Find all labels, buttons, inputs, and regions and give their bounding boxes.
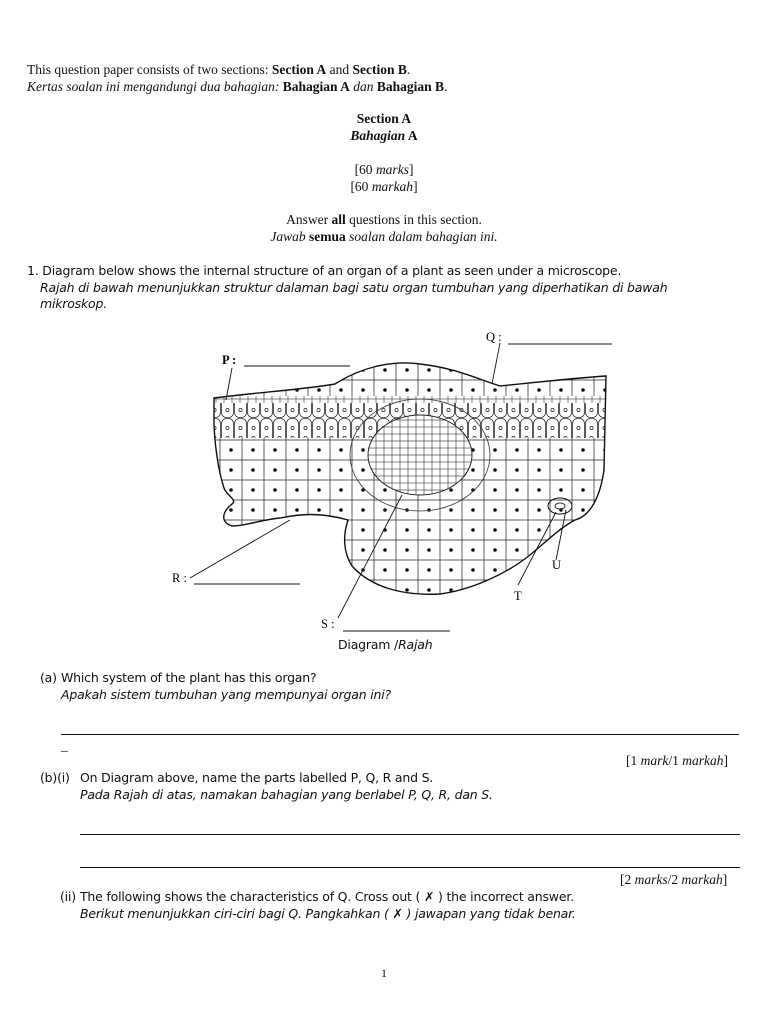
part-b-answer-line-2[interactable] xyxy=(80,867,740,868)
part-a-answer-line[interactable] xyxy=(61,734,739,735)
part-a-stray-underscore: _ xyxy=(61,738,68,753)
q1-stem-ms: Rajah di bawah menunjukkan struktur dalaman bagi satu organ tumbuhan yang diperhatikan di bawah xyxy=(40,280,668,295)
part-b-question-ms: Pada Rajah di atas, namakan bahagian yang berlabel P, Q, R, dan S. xyxy=(80,787,493,802)
q1-stem-ms-2: mikroskop. xyxy=(40,296,107,311)
part-b-ii-label: (ii) xyxy=(60,889,76,904)
part-b-marks: [2 marks/2 markah] xyxy=(620,872,728,887)
section-title: Section A xyxy=(356,111,412,126)
part-b-question: On Diagram above, name the parts labelled P, Q, R and S. xyxy=(80,770,434,785)
part-a-question: Which system of the plant has this organ? xyxy=(61,670,317,685)
part-a-question-ms: Apakah sistem tumbuhan yang mempunyai organ ini? xyxy=(61,687,391,702)
label-s: S : xyxy=(321,617,335,631)
part-b-label: (b)(i) xyxy=(40,770,70,785)
intro-line-ms: Kertas soalan ini mengandungi dua bahagian: Bahagian A dan Bahagian B. xyxy=(27,79,448,94)
section-marks: [60 marks] xyxy=(354,162,414,177)
q1-stem-en: 1. Diagram below shows the internal structure of an organ of a plant as seen under a microscope. xyxy=(27,263,622,278)
part-a-marks: [1 mark/1 markah] xyxy=(626,753,729,768)
label-t: T xyxy=(514,589,522,603)
label-r: R : xyxy=(172,571,187,585)
part-a-label: (a) xyxy=(40,670,57,685)
part-b-answer-line-1[interactable] xyxy=(80,834,740,835)
diagram-caption: Diagram /Rajah xyxy=(338,637,433,652)
label-p: P : xyxy=(222,353,237,367)
label-u: U xyxy=(552,558,562,572)
answer-instruction-ms: Jawab semua soalan dalam bahagian ini. xyxy=(270,229,498,244)
page-number: 1 xyxy=(381,966,387,980)
part-b-ii-question: The following shows the characteristics of Q. Cross out ( ✗ ) the incorrect answer. xyxy=(80,889,574,904)
answer-instruction: Answer all questions in this section. xyxy=(286,212,482,227)
section-title-ms: Bahagian A xyxy=(350,128,418,143)
section-markah: [60 markah] xyxy=(350,179,418,194)
leaf-cross-section-diagram xyxy=(0,320,768,660)
intro-line-en: This question paper consists of two sections: Section A and Section B. xyxy=(27,62,411,77)
part-b-ii-question-ms: Berikut menunjukkan ciri-ciri bagi Q. Pangkahkan ( ✗ ) jawapan yang tidak benar. xyxy=(80,906,576,921)
label-q: Q : xyxy=(486,330,502,344)
